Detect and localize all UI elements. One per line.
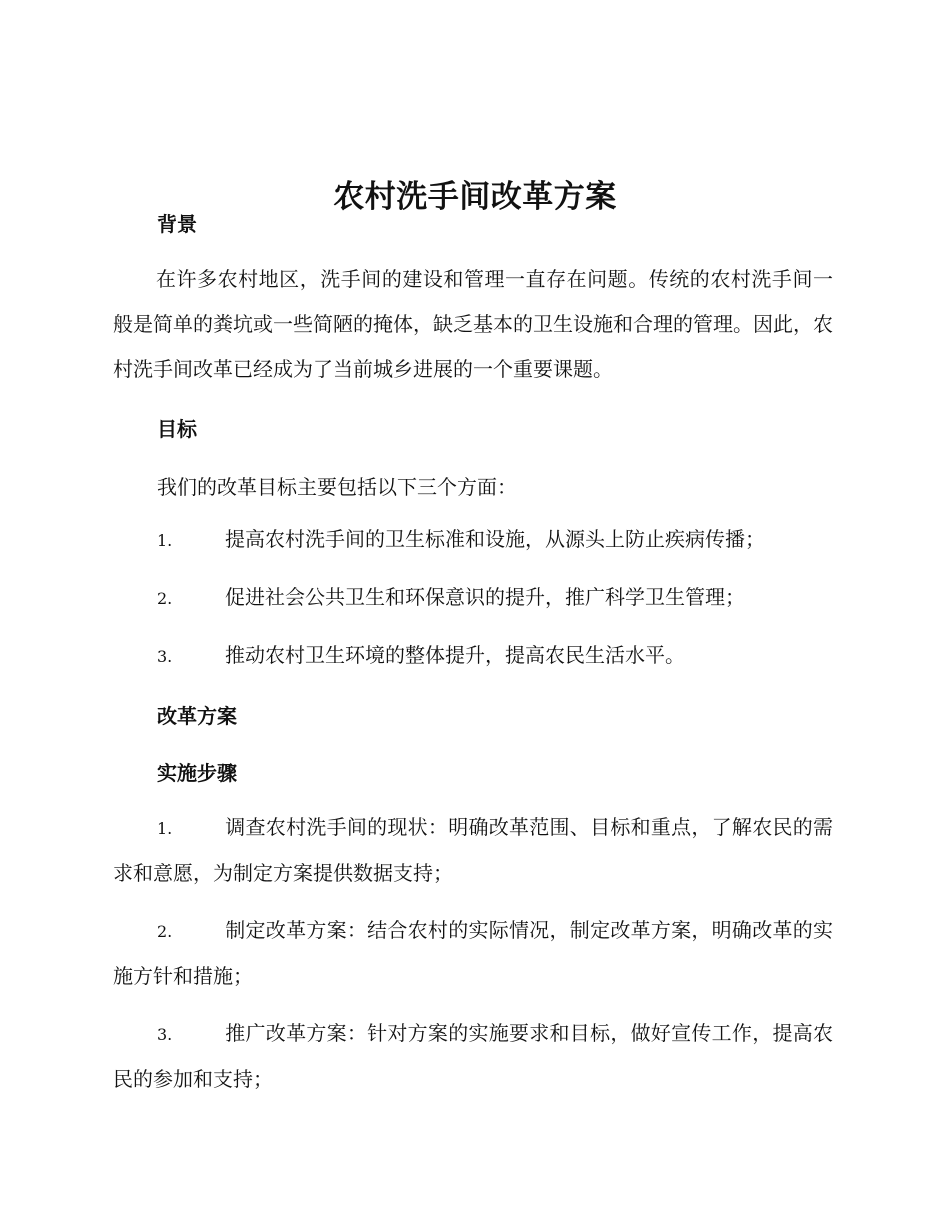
list-text: 调查农村洗手间的现状：明确改革范围、目标和重点，了解农民的需求和意愿，为制定方案提供数据支持；: [113, 815, 833, 885]
list-number: 1.: [157, 531, 173, 550]
list-text: 提高农村洗手间的卫生标准和设施，从源头上防止疾病传播；: [225, 527, 765, 551]
section-heading-plan: 改革方案: [157, 704, 237, 728]
list-text: 推广改革方案：针对方案的实施要求和目标，做好宣传工作，提高农民的参加和支持；: [113, 1021, 833, 1091]
goals-intro: 我们的改革目标主要包括以下三个方面：: [157, 475, 517, 499]
goal-item: [113, 633, 833, 679]
list-text: 促进社会公共卫生和环保意识的提升，推广科学卫生管理；: [225, 585, 745, 609]
step-item: [113, 908, 833, 999]
section-heading-steps: 实施步骤: [157, 761, 237, 785]
list-number: 3.: [157, 647, 173, 666]
list-number: 1.: [157, 819, 173, 838]
list-number: 3.: [157, 1025, 173, 1044]
list-number: 2.: [157, 922, 173, 941]
list-text: 推动农村卫生环境的整体提升，提高农民生活水平。: [225, 643, 685, 667]
step-item: [113, 805, 833, 896]
list-text: 制定改革方案：结合农村的实际情况，制定改革方案，明确改革的实施方针和措施；: [113, 918, 833, 988]
list-number: 2.: [157, 589, 173, 608]
goal-item: [113, 517, 833, 563]
section-heading-background: 背景: [157, 212, 197, 236]
page-title: 农村洗手间改革方案: [333, 178, 617, 215]
section-heading-goals: 目标: [157, 417, 197, 441]
background-paragraph: 在许多农村地区，洗手间的建设和管理一直存在问题。传统的农村洗手间一般是简单的粪坑或一些简陋的掩体，缺乏基本的卫生设施和合理的管理。因此，农村洗手间改革已经成为了当前城乡进展的一个重要课题。: [113, 267, 833, 381]
goal-item: [113, 575, 833, 621]
step-item: [113, 1011, 833, 1102]
